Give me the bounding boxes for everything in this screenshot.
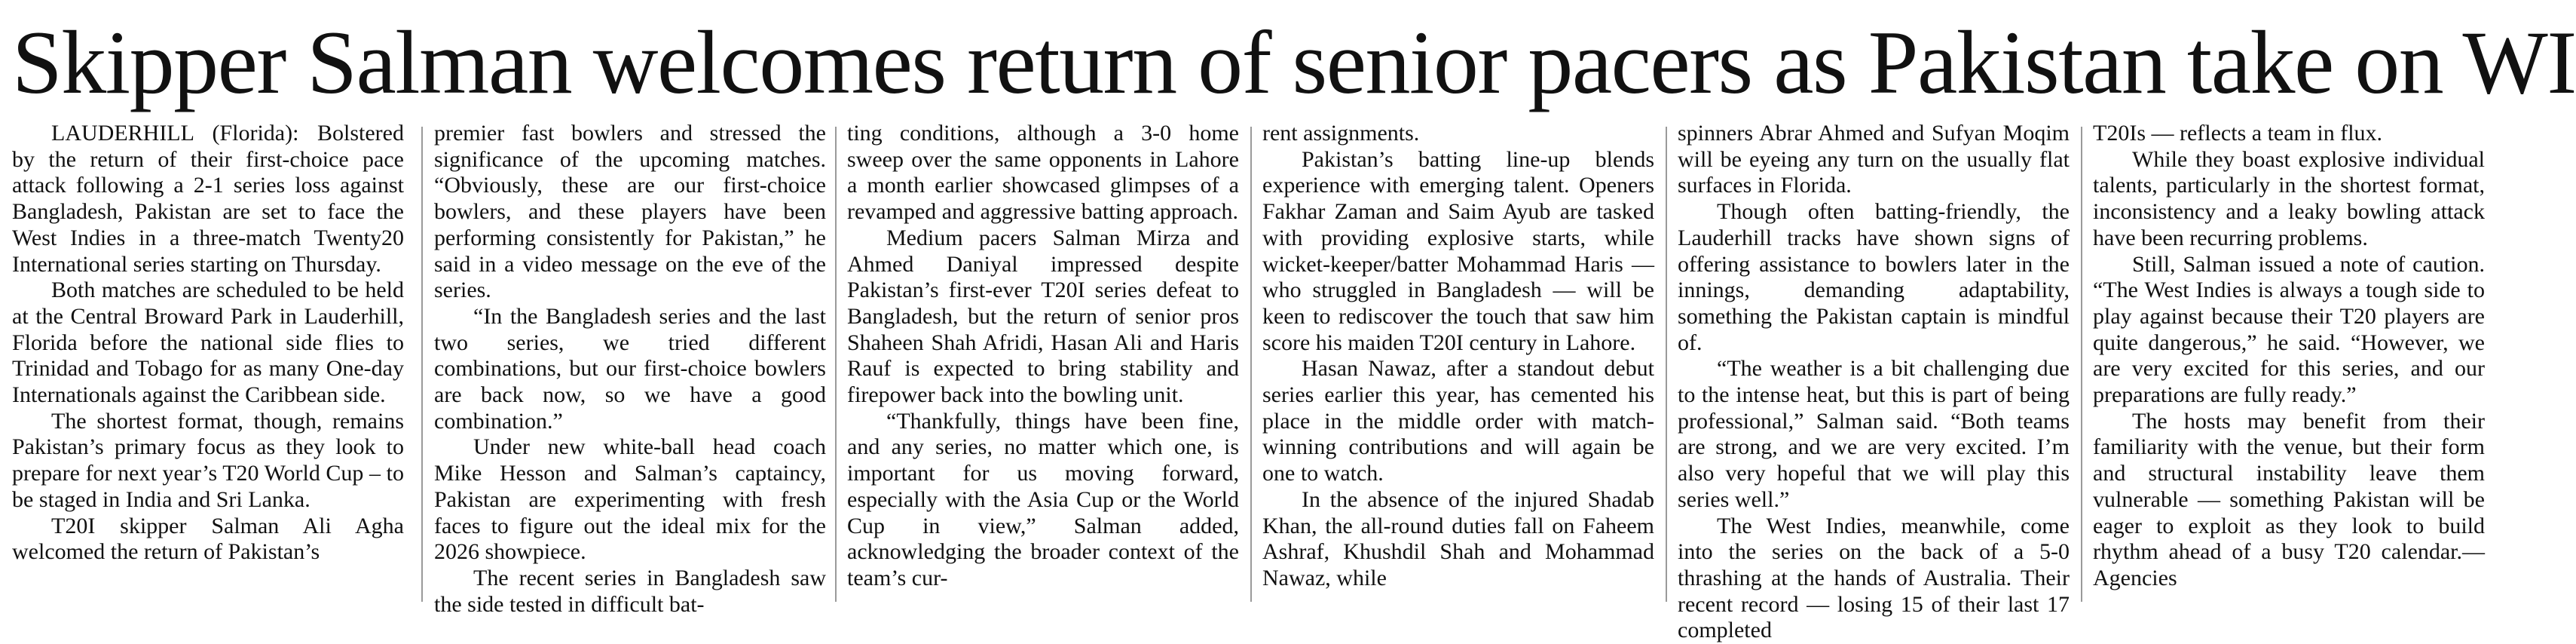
paragraph: The West Indies, meanwhile, come into the series on the back of a 5-0 thrashing at the hands of Australia. Their recent record — losing 15 of their last 17 completed [1678,513,2070,643]
paragraph: The shortest format, though, remains Pakistan’s primary focus as they look to prepare for next year’s T20 World Cup – to be staged in India and Sri Lanka. [12,408,404,512]
paragraph: While they boast explosive individual talents, particularly in the shortest format, inconsistency and a leaky bowling attack have been recurring problems. [2093,146,2485,250]
column-2 [434,121,826,617]
column-3 [847,121,1239,608]
paragraph: “In the Bangladesh series and the last two series, we tried different combinations, but our first-choice bowlers are back now, so we have a good combination.” [434,303,826,434]
paragraph: ting conditions, although a 3-0 home sweep over the same opponents in Lahore a month earlier showcased glimpses of a revamped and aggressive batting approach. [847,121,1239,225]
paragraph: T20I skipper Salman Ali Agha welcomed the return of Pakistan’s [12,513,404,565]
paragraph: Both matches are scheduled to be held at the Central Broward Park in Lauderhill, Florida before the national side flies to Trinidad and Tobago for as many One-day Internationals against the Caribbean side. [12,278,404,408]
column-divider [421,127,423,602]
headline: Skipper Salman welcomes return of senior pacers as Pakistan take on WI [12,12,2576,112]
column-divider [1250,127,1252,602]
column-5 [1678,121,2070,643]
paragraph: Pakistan’s batting line-up blends experience with emerging talent. Openers Fakhar Zaman and Saim Ayub are tasked with providing explosive starts, while wicket-keeper/batter Mohammad Haris — who struggled in Bangladesh — will be keen to rediscover the touch that saw him score his maiden T20I century in Lahore. [1262,146,1654,355]
paragraph: T20Is — reflects a team in flux. [2093,121,2383,146]
column-6 [2093,121,2485,608]
column-4 [1262,121,1654,608]
column-1 [12,121,404,608]
paragraph: “Thankfully, things have been fine, and any series, no matter which one, is important for us moving forward, especially with the Asia Cup or the World Cup in view,” Salman added, acknowledging the broader context of the team’s cur- [847,408,1239,590]
paragraph: Under new white-ball head coach Mike Hesson and Salman’s captaincy, Pakistan are experimenting with fresh faces to figure out the ideal mix for the 2026 showpiece. [434,434,826,565]
paragraph: Still, Salman issued a note of caution. “The West Indies is always a tough side to play against because their T20 players are quite dangerous,” he said. “However, we are very excited for this series, and our preparations are fully ready.” [2093,251,2485,408]
paragraph: The recent series in Bangladesh saw the side tested in difficult bat- [434,565,826,617]
paragraph: Medium pacers Salman Mirza and Ahmed Daniyal impressed despite Pakistan’s first-ever T20I series defeat to Bangladesh, but the return of senior pros Shaheen Shah Afridi, Hasan Ali and Haris Rauf is expected to bring stability and firepower back into the bowling unit. [847,225,1239,408]
paragraph: “The weather is a bit challenging due to the intense heat, but this is part of being professional,” Salman said. “Both teams are strong, and we are very excited. I’m also very hopeful that we will play this series well.” [1678,356,2070,512]
paragraph: premier fast bowlers and stressed the significance of the upcoming matches. “Obviously, these are our first-choice bowlers, and these players have been performing consistently for Pakistan,” he said in a video message on the eve of the series. [434,121,826,303]
paragraph: Hasan Nawaz, after a standout debut series earlier this year, has cemented his place in the middle order with match-winning contributions and will again be one to watch. [1262,356,1654,486]
column-divider [1666,127,1667,602]
paragraph: In the absence of the injured Shadab Khan, the all-round duties fall on Faheem Ashraf, Khushdil Shah and Mohammad Nawaz, while [1262,486,1654,590]
paragraph: Though often batting-friendly, the Lauderhill tracks have shown signs of offering assistance to bowlers later in the innings, demanding adaptability, something the Pakistan captain is mindful of. [1678,199,2070,355]
column-divider [835,127,837,602]
paragraph: The hosts may benefit from their familiarity with the venue, but their form and structural instability leave them vulnerable — something Pakistan will be eager to exploit as they look to build rhythm ahead of a busy T20 calendar.—Agencies [2093,408,2485,590]
paragraph: rent assignments. [1262,121,1420,146]
paragraph: LAUDERHILL (Florida): Bolstered by the return of their first-choice pace attack following a 2-1 series loss against Bangladesh, Pakistan are set to face the West Indies in a three-match Twenty20 International series starting on Thursday. [12,121,404,277]
column-divider [2081,127,2082,602]
paragraph: spinners Abrar Ahmed and Sufyan Moqim will be eyeing any turn on the usually flat surfaces in Florida. [1678,121,2070,198]
